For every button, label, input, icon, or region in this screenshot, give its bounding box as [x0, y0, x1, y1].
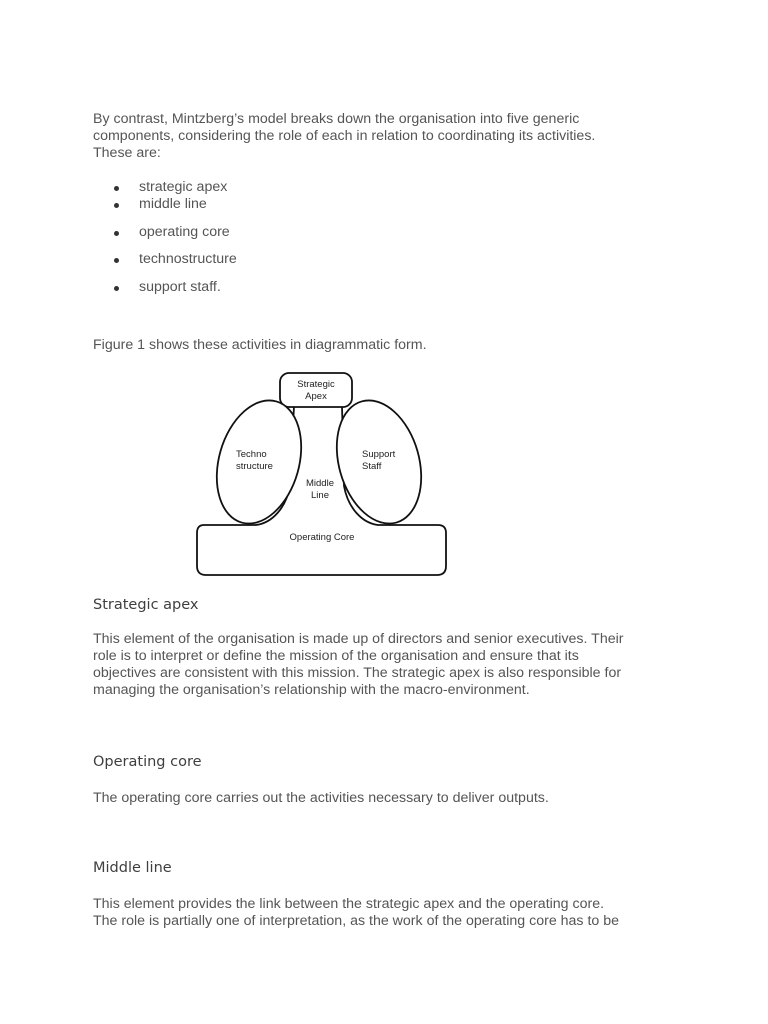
bullet-icon [114, 286, 119, 291]
list-item-label: technostructure [139, 251, 237, 267]
apex-text-1: This element of the organisation is made up of directors and senior executives. Their [93, 631, 624, 647]
apex-label-2: Apex [305, 391, 327, 402]
apex-text-4: managing the organisation’s relationship with the macro-environment. [93, 682, 530, 698]
techno-label-1: Techno [236, 449, 267, 460]
core-text-1: The operating core carries out the activities necessary to deliver outputs. [93, 790, 549, 806]
intro-line-2: components, considering the role of each in relation to coordinating its activities. [93, 128, 596, 144]
figure-intro: Figure 1 shows these activities in diagrammatic form. [93, 337, 427, 353]
heading-operating-core: Operating core [93, 754, 202, 770]
middle-label-2: Line [311, 490, 329, 501]
list-item-label: strategic apex [139, 179, 228, 195]
middle-label-1: Middle [306, 478, 334, 489]
support-label-2: Staff [362, 461, 382, 472]
heading-strategic-apex: Strategic apex [93, 597, 199, 613]
core-label: Operating Core [289, 532, 355, 543]
support-label-1: Support [362, 449, 396, 460]
bullet-icon [114, 186, 119, 191]
apex-text-3: objectives are consistent with this mission. The strategic apex is also responsible for [93, 665, 622, 681]
list-item-label: operating core [139, 224, 230, 240]
apex-label-1: Strategic [297, 379, 335, 390]
intro-line-3: These are: [93, 145, 161, 161]
mintzberg-diagram [190, 368, 455, 580]
heading-middle-line: Middle line [93, 860, 172, 876]
apex-text-2: role is to interpret or define the mission of the organisation and ensure that its [93, 648, 579, 664]
techno-label-2: structure [236, 461, 273, 472]
list-item-label: support staff. [139, 279, 221, 295]
middle-text-1: This element provides the link between the strategic apex and the operating core. [93, 896, 605, 912]
bullet-icon [114, 203, 119, 208]
bullet-icon [114, 231, 119, 236]
intro-line-1: By contrast, Mintzberg’s model breaks down the organisation into five generic [93, 111, 580, 127]
middle-text-2: The role is partially one of interpretation, as the work of the operating core has to be [93, 913, 620, 929]
list-item-label: middle line [139, 196, 207, 212]
bullet-icon [114, 258, 119, 263]
